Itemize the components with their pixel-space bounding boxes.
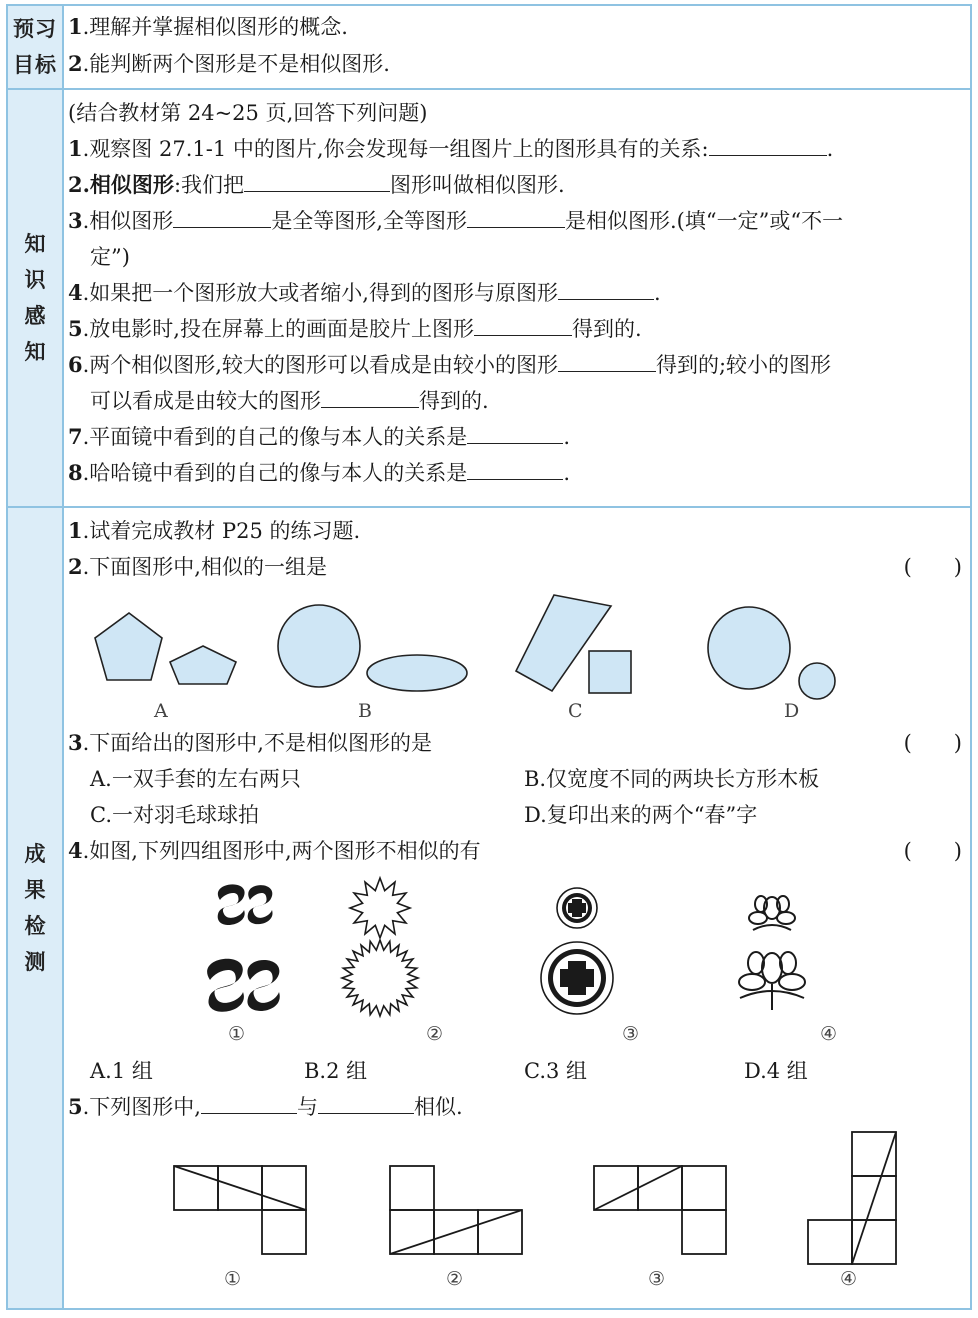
option-c[interactable]: C.3 组 — [524, 1059, 588, 1083]
q-text: .如果把一个图形放大或者缩小,得到的图形与原图形 — [82, 281, 558, 305]
grid-figure-2 — [390, 1166, 522, 1254]
fig-label: ① — [224, 1268, 242, 1290]
q-num: 3 — [68, 208, 83, 233]
cross-badge-icon — [541, 888, 613, 1014]
q-text: .放电影时,投在屏幕上的画面是胶片上图形 — [82, 317, 474, 341]
label-line: 目标 — [13, 53, 57, 77]
knowledge-body — [68, 90, 964, 506]
answer-paren[interactable]: ( ) — [903, 555, 962, 579]
check-body — [68, 508, 964, 1308]
q-text: .平面镜中看到的自己的像与本人的关系是 — [82, 425, 468, 449]
q-text: .哈哈镜中看到的自己的像与本人的关系是 — [82, 461, 468, 485]
knowledge-label — [8, 90, 64, 506]
knowledge-q3 — [68, 207, 843, 235]
option-c[interactable]: C.一对羽毛球球拍 — [90, 803, 259, 827]
option-a[interactable]: A.1 组 — [90, 1059, 153, 1083]
check-label — [8, 508, 64, 1308]
q-text: .试着完成教材 P25 的练习题. — [82, 519, 361, 543]
option-d[interactable]: D.4 组 — [744, 1059, 808, 1083]
knowledge-q1 — [68, 135, 833, 163]
option-d[interactable]: D.复印出来的两个“春”字 — [524, 803, 758, 827]
knowledge-q6 — [68, 351, 831, 379]
answer-blank[interactable] — [709, 135, 827, 156]
fig-label: ② — [426, 1023, 444, 1045]
q-num: 5 — [68, 1094, 83, 1119]
worksheet — [6, 4, 972, 1310]
preview-section — [8, 6, 970, 90]
fig-label: ④ — [840, 1268, 858, 1290]
q-end: . — [563, 425, 570, 449]
check-q4 — [68, 837, 481, 865]
q-text: 是相似图形.(填“一定”或“不一 — [565, 209, 844, 233]
q-text: 与 — [296, 1095, 318, 1119]
answer-paren[interactable]: ( ) — [903, 731, 962, 755]
ellipse-shape — [367, 655, 467, 691]
q5-figures — [168, 1128, 908, 1268]
fig-label: A — [154, 700, 168, 722]
q-num: 1 — [68, 136, 83, 161]
fig-label: D — [784, 700, 800, 722]
item-num: 1 — [68, 14, 83, 39]
preview-item-2 — [68, 50, 390, 78]
knowledge-section — [8, 90, 970, 508]
answer-blank[interactable] — [467, 459, 563, 480]
q-text: 得到的;较小的图形 — [655, 353, 832, 377]
q-text: .相似图形 — [82, 209, 174, 233]
q-text: .下面图形中,相似的一组是 — [82, 555, 327, 579]
item-text: .能判断两个图形是不是相似图形. — [82, 52, 390, 76]
knowledge-q3-cont: 定”) — [90, 245, 130, 269]
answer-blank[interactable] — [467, 207, 565, 228]
q-num: 4 — [68, 280, 83, 305]
answer-blank[interactable] — [244, 171, 390, 192]
fig-label: ③ — [622, 1023, 640, 1045]
label-char: 检 — [24, 914, 46, 938]
q-text: 是全等图形,全等图形 — [271, 209, 467, 233]
label-char: 果 — [24, 878, 46, 902]
knowledge-q5 — [68, 315, 642, 343]
circle-large-shape — [278, 605, 360, 687]
q-text: 得到的. — [571, 317, 642, 341]
answer-blank[interactable] — [321, 387, 419, 408]
answer-paren[interactable]: ( ) — [903, 839, 962, 863]
circle-small-shape — [799, 663, 835, 699]
preview-item-1 — [68, 13, 348, 41]
label-char: 识 — [24, 268, 46, 292]
q4-figures — [188, 870, 878, 1020]
item-text: .理解并掌握相似图形的概念. — [82, 15, 348, 39]
check-q1 — [68, 517, 360, 545]
q-text: .如图,下列四组图形中,两个图形不相似的有 — [82, 839, 481, 863]
check-q3 — [68, 729, 432, 757]
q-text: 相似. — [413, 1095, 463, 1119]
knowledge-q6-cont — [90, 387, 489, 415]
q-num: 2 — [68, 554, 83, 579]
q-text: .两个相似图形,较大的图形可以看成是由较小的图形 — [82, 353, 558, 377]
q-text: .下面给出的图形中,不是相似图形的是 — [82, 731, 432, 755]
q-text: 图形叫做相似图形. — [390, 173, 565, 197]
fig-label: B — [358, 700, 372, 722]
answer-blank[interactable] — [474, 315, 572, 336]
q-num: 7 — [68, 424, 83, 449]
answer-blank[interactable] — [201, 1093, 297, 1114]
q-text: 得到的. — [419, 389, 489, 413]
label-char: 成 — [24, 842, 46, 866]
q-text: 可以看成是由较大的图形 — [90, 389, 321, 413]
knowledge-intro: (结合教材第 24~25 页,回答下列问题) — [68, 101, 428, 125]
starburst-icon — [342, 878, 418, 1016]
circle-medium-shape — [708, 607, 790, 689]
knowledge-q7 — [68, 423, 570, 451]
label-char: 知 — [24, 232, 46, 256]
q2-figures — [86, 588, 866, 723]
check-q5 — [68, 1093, 463, 1121]
answer-blank[interactable] — [318, 1093, 414, 1114]
q-num: 2 — [68, 172, 83, 197]
square-shape — [589, 651, 631, 693]
label-char: 知 — [24, 340, 46, 364]
label-char: 感 — [24, 304, 46, 328]
q-term: .相似图形 — [82, 172, 174, 197]
q-num: 5 — [68, 316, 83, 341]
q-end: . — [653, 281, 661, 305]
q-text: :我们把 — [173, 173, 245, 197]
q-num: 6 — [68, 352, 83, 377]
q-num: 4 — [68, 838, 83, 863]
grid-figure-3 — [594, 1166, 726, 1254]
fig-label: ③ — [648, 1268, 666, 1290]
check-section — [8, 508, 970, 1308]
option-b[interactable]: B.仅宽度不同的两块长方形木板 — [524, 767, 820, 791]
preview-body — [68, 6, 964, 88]
answer-blank[interactable] — [558, 279, 654, 300]
fig-label: C — [568, 700, 583, 722]
answer-blank[interactable] — [467, 423, 563, 444]
label-line: 预习 — [13, 17, 57, 41]
knowledge-q8 — [68, 459, 570, 487]
fig-label: ④ — [820, 1023, 838, 1045]
option-b[interactable]: B.2 组 — [304, 1059, 368, 1083]
pentagon-large-shape — [95, 613, 162, 680]
q-num: 1 — [68, 518, 83, 543]
fig-label: ① — [228, 1023, 246, 1045]
q-text: .观察图 27.1-1 中的图片,你会发现每一组图片上的图形具有的关系: — [82, 137, 709, 161]
q-end: . — [563, 461, 570, 485]
q-num: 3 — [68, 730, 83, 755]
knowledge-q4 — [68, 279, 661, 307]
pentagon-small-shape — [170, 646, 236, 684]
q-text: .下列图形中, — [82, 1095, 201, 1119]
fig-label: ② — [446, 1268, 464, 1290]
option-a[interactable]: A.一双手套的左右两只 — [90, 767, 301, 791]
flower-sprig-icon — [739, 896, 805, 1010]
label-char: 测 — [24, 950, 46, 974]
grid-figure-4 — [808, 1132, 896, 1264]
grid-figure-1 — [174, 1166, 306, 1254]
q-num: 8 — [68, 460, 83, 485]
knowledge-q2 — [68, 171, 565, 199]
wave-logo-icon — [207, 884, 280, 1011]
check-q2 — [68, 553, 327, 581]
preview-label — [8, 6, 64, 88]
answer-blank[interactable] — [558, 351, 656, 372]
item-num: 2 — [68, 51, 83, 76]
q-end: . — [826, 137, 834, 161]
answer-blank[interactable] — [173, 207, 271, 228]
